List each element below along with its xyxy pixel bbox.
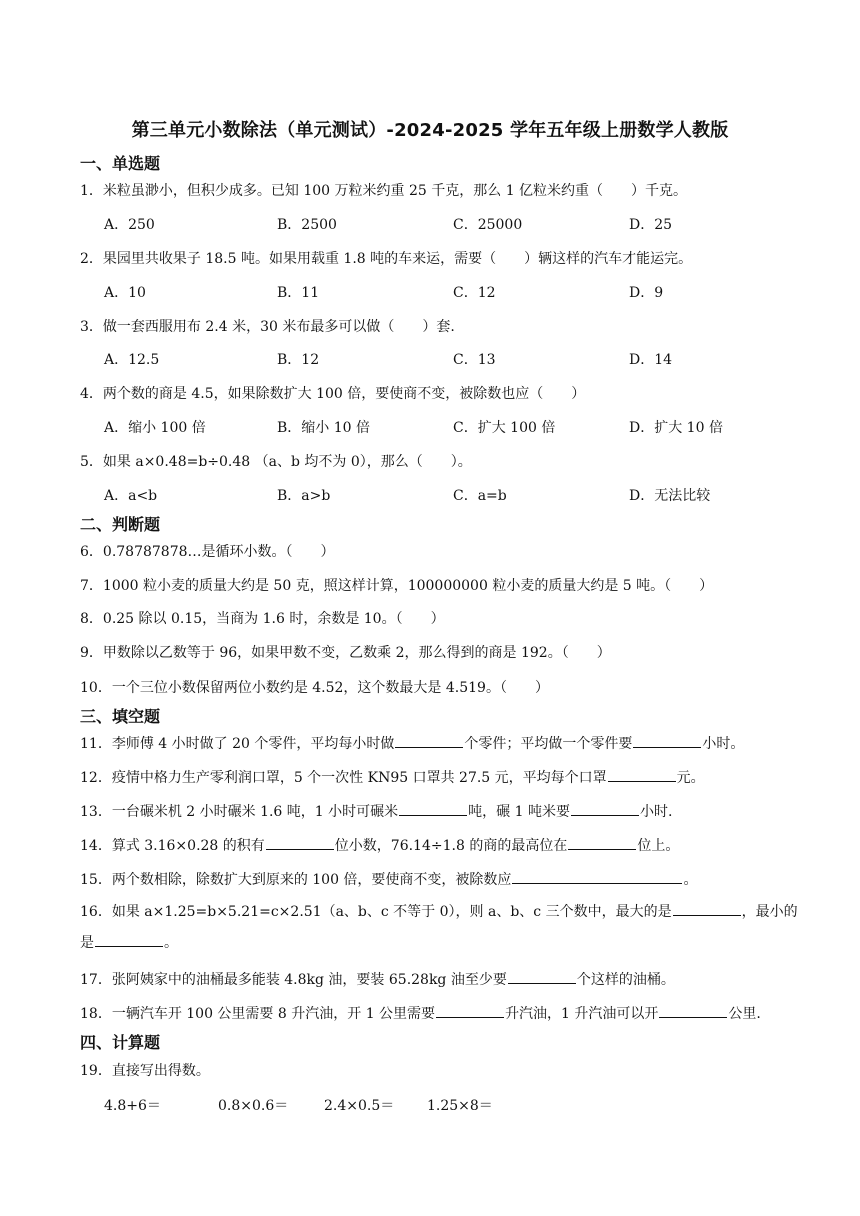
- section-heading-fill-blank: 三、填空题: [80, 707, 161, 726]
- question-2-options: [104, 282, 824, 302]
- question-16: [80, 897, 810, 959]
- question-4-options: [104, 417, 824, 437]
- question-text: 12．疫情中格力生产零利润口罩，5 个一次性 KN95 口罩共 27.5 元，平均每个口罩: [80, 770, 607, 786]
- question-15: [80, 869, 697, 889]
- option-c: C．a=b: [453, 488, 507, 504]
- option-b: B．a>b: [277, 488, 331, 504]
- answer-blank[interactable]: [673, 901, 741, 916]
- question-11: [80, 733, 744, 753]
- answer-blank[interactable]: [508, 969, 576, 984]
- question-3-options: [104, 349, 824, 369]
- option-a: A．250: [104, 217, 155, 233]
- question-3: 3．做一套西服用布 2.4 米，30 米布最多可以做（ ）套.: [80, 319, 455, 335]
- question-text: 。: [683, 872, 698, 888]
- question-text: 元。: [676, 770, 705, 786]
- question-text: 位上。: [637, 838, 680, 854]
- answer-blank[interactable]: [512, 869, 682, 884]
- question-1-options: [104, 214, 824, 234]
- question-5: 5．如果 a×0.48=b÷0.48 （a、b 均不为 0），那么（ ）。: [80, 454, 472, 470]
- option-d: D．9: [629, 285, 664, 301]
- question-7: 7．1000 粒小麦的质量大约是 50 克，照这样计算，100000000 粒小麦的质量大约是 5 吨。（ ）: [80, 578, 714, 594]
- option-a: A．12.5: [104, 352, 160, 368]
- question-text: 公里.: [728, 1006, 761, 1022]
- option-d: D．25: [629, 217, 673, 233]
- question-6: 6．0.78787878…是循环小数。（ ）: [80, 544, 335, 560]
- calc-item: 2.4×0.5＝: [324, 1098, 395, 1114]
- question-text: 吨，碾 1 吨米要: [468, 804, 570, 820]
- question-text: 18．一辆汽车开 100 公里需要 8 升汽油，开 1 公里需要: [80, 1006, 436, 1022]
- option-d: D．14: [629, 352, 673, 368]
- question-text: 个零件；平均做一个零件要: [464, 736, 633, 752]
- question-text: ，最小的是: [80, 904, 798, 951]
- answer-blank[interactable]: [399, 801, 467, 816]
- option-a: A．10: [104, 285, 146, 301]
- answer-blank[interactable]: [95, 932, 163, 947]
- option-d: D．扩大 10 倍: [629, 420, 723, 436]
- option-c: C．13: [453, 352, 496, 368]
- question-2: 2．果园里共收果子 18.5 吨。如果用载重 1.8 吨的车来运，需要（ ）辆这样的汽车才能运完。: [80, 251, 693, 267]
- option-b: B．12: [277, 352, 320, 368]
- question-1: 1．米粒虽渺小，但积少成多。已知 100 万粒米约重 25 千克，那么 1 亿粒米约重（ ）千克。: [80, 183, 688, 199]
- question-19: 19．直接写出得数。: [80, 1063, 210, 1079]
- answer-blank[interactable]: [568, 835, 636, 850]
- question-text: 14．算式 3.16×0.28 的积有: [80, 838, 265, 854]
- option-c: C．25000: [453, 217, 523, 233]
- question-text: 小时。: [702, 736, 745, 752]
- question-13: [80, 801, 672, 821]
- question-12: [80, 767, 705, 787]
- calc-item: 1.25×8＝: [427, 1098, 493, 1114]
- answer-blank[interactable]: [571, 801, 639, 816]
- option-c: C．12: [453, 285, 496, 301]
- option-b: B．11: [277, 285, 320, 301]
- question-4: 4．两个数的商是 4.5，如果除数扩大 100 倍，要使商不变，被除数也应（ ）: [80, 386, 586, 402]
- page-title: 第三单元小数除法（单元测试）-2024-2025 学年五年级上册数学人教版: [131, 120, 729, 141]
- question-17: [80, 969, 675, 989]
- answer-blank[interactable]: [608, 767, 676, 782]
- section-heading-calculation: 四、计算题: [80, 1033, 161, 1052]
- question-text: 15．两个数相除，除数扩大到原来的 100 倍，要使商不变，被除数应: [80, 872, 512, 888]
- question-text: 11．李师傅 4 小时做了 20 个零件，平均每小时做: [80, 736, 395, 752]
- section-heading-single-choice: 一、单选题: [80, 154, 161, 173]
- question-8: 8．0.25 除以 0.15，当商为 1.6 时，余数是 10。（ ）: [80, 611, 445, 627]
- question-text: 个这样的油桶。: [576, 972, 675, 988]
- option-d: D．无法比较: [629, 488, 711, 504]
- answer-blank[interactable]: [395, 733, 463, 748]
- question-text: 。: [164, 935, 178, 951]
- option-a: A．缩小 100 倍: [104, 420, 206, 436]
- option-b: B．2500: [277, 217, 337, 233]
- question-14: [80, 835, 679, 855]
- question-10: 10．一个三位小数保留两位小数约是 4.52，这个数最大是 4.519。（ ）: [80, 680, 549, 696]
- question-text: 位小数，76.14÷1.8 的商的最高位在: [334, 838, 568, 854]
- option-a: A．a<b: [104, 488, 158, 504]
- calc-item: 4.8+6＝: [104, 1098, 161, 1114]
- section-heading-true-false: 二、判断题: [80, 515, 161, 534]
- option-b: B．缩小 10 倍: [277, 420, 371, 436]
- answer-blank[interactable]: [266, 835, 334, 850]
- answer-blank[interactable]: [633, 733, 701, 748]
- question-text: 17．张阿姨家中的油桶最多能装 4.8kg 油，要装 65.28kg 油至少要: [80, 972, 507, 988]
- question-text: 13．一台碾米机 2 小时碾米 1.6 吨，1 小时可碾米: [80, 804, 399, 820]
- calc-item: 0.8×0.6＝: [218, 1098, 289, 1114]
- question-text: 16．如果 a×1.25=b×5.21=c×2.51（a、b、c 不等于 0），则 a、b、c 三个数中，最大的是: [80, 904, 672, 920]
- option-c: C．扩大 100 倍: [453, 420, 556, 436]
- question-text: 小时.: [639, 804, 673, 820]
- question-18: [80, 1003, 761, 1023]
- answer-blank[interactable]: [436, 1003, 504, 1018]
- answer-blank[interactable]: [659, 1003, 727, 1018]
- question-text: 升汽油，1 升汽油可以开: [505, 1006, 659, 1022]
- question-9: 9．甲数除以乙数等于 96，如果甲数不变，乙数乘 2，那么得到的商是 192。（ ）: [80, 645, 611, 661]
- question-5-options: [104, 485, 824, 505]
